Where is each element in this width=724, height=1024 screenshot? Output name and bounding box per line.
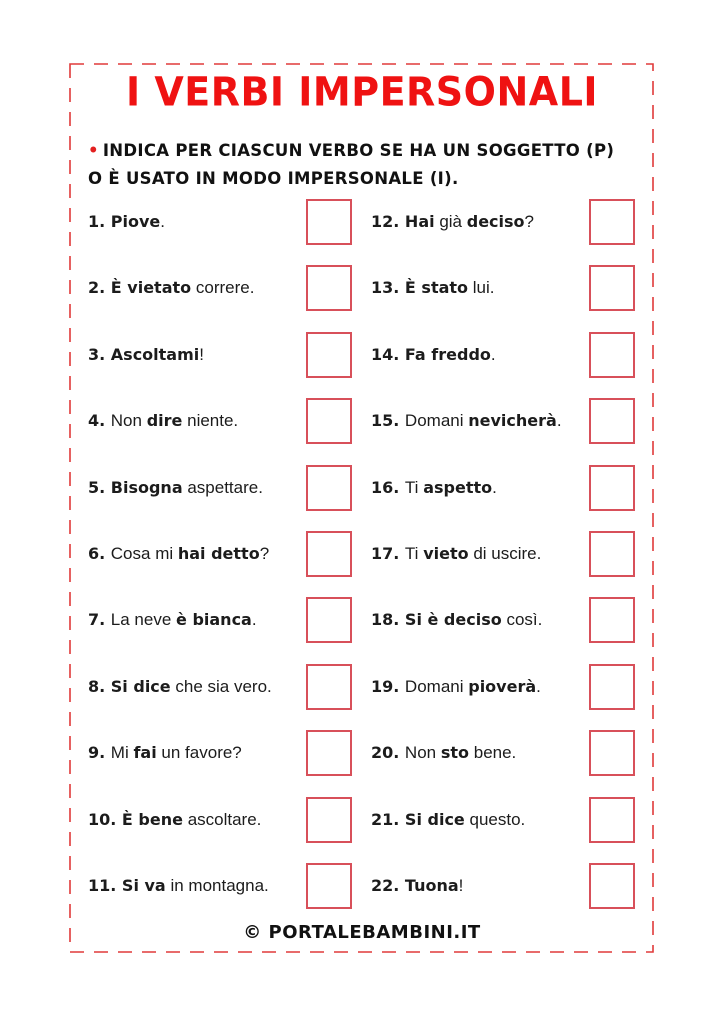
item-number: 13. [371,278,405,298]
exercise-item [371,544,541,564]
item-number: 8. [88,676,111,696]
answer-box[interactable] [589,597,635,643]
answer-box[interactable] [306,664,352,710]
exercise-item [88,544,269,564]
exercise-item [88,278,254,298]
sentence-text: Domani [404,411,469,431]
exercise-item [88,478,263,498]
item-number: 3. [88,344,111,364]
item-number: 7. [88,610,111,630]
answer-box[interactable] [306,332,352,378]
sentence-text: Cosa mi [110,544,178,563]
verb-bold: È stato [404,278,469,298]
exercise-item [88,212,165,232]
exercise-item [88,743,242,763]
item-number: 15. [371,411,405,431]
answer-box[interactable] [589,332,635,378]
sentence-text: ascoltare. [182,809,262,829]
answer-box[interactable] [589,398,635,444]
item-number: 11. [88,876,122,895]
item-number: 10. [88,809,122,829]
answer-box[interactable] [306,265,352,311]
worksheet-title: I VERBI IMPERSONALI [125,68,599,116]
sentence-text: Ti [404,477,424,497]
exercise-item [371,610,542,630]
answer-box[interactable] [589,664,635,710]
answer-box[interactable] [589,265,635,311]
sentence-text: . [490,344,496,364]
sentence-text: questo. [464,809,526,829]
answer-box[interactable] [306,398,352,444]
exercise-item [371,478,497,498]
verb-bold: vieto [423,544,469,563]
instruction-line-1: • INDICA PER CIASCUN VERBO SE HA UN SOGGETTO (P) [88,141,615,160]
copyright-footer: © PORTALEBAMBINI.IT [243,922,481,943]
verb-bold: Si dice [110,676,171,696]
exercise-item [88,677,272,697]
sentence-text: ! [199,344,204,364]
verb-bold: fai [133,743,157,763]
sentence-text: Non [110,411,147,431]
verb-bold: È vietato [110,278,192,298]
item-number: 19. [371,676,405,696]
verb-bold: pioverà [468,676,537,696]
answer-box[interactable] [589,797,635,843]
verb-bold: è bianca [176,610,252,630]
item-number: 16. [371,477,405,497]
instruction-line-2: O È USATO IN MODO IMPERSONALE (I). [88,169,459,188]
sentence-text: Non [404,743,441,763]
sentence-text: un favore? [156,743,242,763]
verb-bold: Ascoltami [110,344,200,364]
item-number: 17. [371,544,405,563]
answer-box[interactable] [589,465,635,511]
answer-box[interactable] [589,199,635,245]
exercise-item [371,345,496,365]
item-number: 20. [371,743,405,763]
answer-box[interactable] [306,730,352,776]
verb-bold: nevicherà [468,411,557,431]
answer-box[interactable] [589,531,635,577]
sentence-text: Ti [404,544,424,563]
item-number: 9. [88,743,111,763]
sentence-text: Domani [404,676,469,696]
answer-box[interactable] [306,531,352,577]
sentence-text: bene. [469,743,517,763]
sentence-text: niente. [182,411,239,431]
item-number: 18. [371,610,405,630]
sentence-text: . [251,610,257,630]
answer-box[interactable] [589,730,635,776]
exercise-item [371,876,463,896]
verb-bold: Si è deciso [404,610,502,630]
sentence-text: correre. [191,278,255,298]
verb-bold: Si dice [404,809,465,829]
answer-box[interactable] [589,863,635,909]
exercise-item [371,212,534,232]
exercise-item [88,876,269,896]
item-number: 6. [88,544,111,563]
exercise-item [88,610,257,630]
exercise-item [371,278,495,298]
sentence-text: . [492,477,497,497]
sentence-text: ? [259,544,270,563]
verb-bold: Hai [404,212,435,231]
answer-box[interactable] [306,465,352,511]
verb-bold: aspetto [423,477,493,497]
sentence-text: così. [501,610,543,630]
answer-box[interactable] [306,597,352,643]
item-number: 4. [88,411,111,431]
verb-bold: Si va [121,876,166,895]
item-number: 22. [371,876,405,895]
sentence-text: ? [524,212,534,231]
verb-bold: Fa freddo [404,344,491,364]
item-number: 5. [88,477,111,497]
item-number: 21. [371,809,405,829]
item-number: 14. [371,344,405,364]
sentence-text: che sia vero. [170,676,272,696]
instructions [88,137,648,193]
sentence-text: di uscire. [468,544,542,563]
sentence-text: lui. [468,278,495,298]
bullet-icon: • [88,141,99,160]
exercise-item [371,743,516,763]
verb-bold: È bene [121,809,183,829]
exercise-item [88,345,204,365]
sentence-text: Mi [110,743,134,763]
exercise-item [371,810,525,830]
sentence-text: in montagna. [165,876,269,895]
verb-bold: Tuona [404,876,459,895]
answer-box[interactable] [306,199,352,245]
verb-bold: Piove [110,212,161,231]
verb-bold: Bisogna [110,477,183,497]
verb-bold: deciso [466,212,525,231]
exercise-item [88,411,238,431]
exercise-item [88,810,261,830]
exercise-item [371,411,562,431]
item-number: 1. [88,212,111,231]
sentence-text: aspettare. [182,477,263,497]
sentence-text: . [160,212,165,231]
verb-bold: sto [440,743,470,763]
exercise-item [371,677,541,697]
verb-bold: dire [146,411,183,431]
item-number: 2. [88,278,111,298]
sentence-text: ! [458,876,464,895]
answer-box[interactable] [306,797,352,843]
item-number: 12. [371,212,405,231]
answer-box[interactable] [306,863,352,909]
verb-bold: hai detto [177,544,260,563]
sentence-text: La neve [110,610,177,630]
sentence-text: . [536,676,541,696]
sentence-text: . [556,411,562,431]
sentence-text: già [434,212,467,231]
